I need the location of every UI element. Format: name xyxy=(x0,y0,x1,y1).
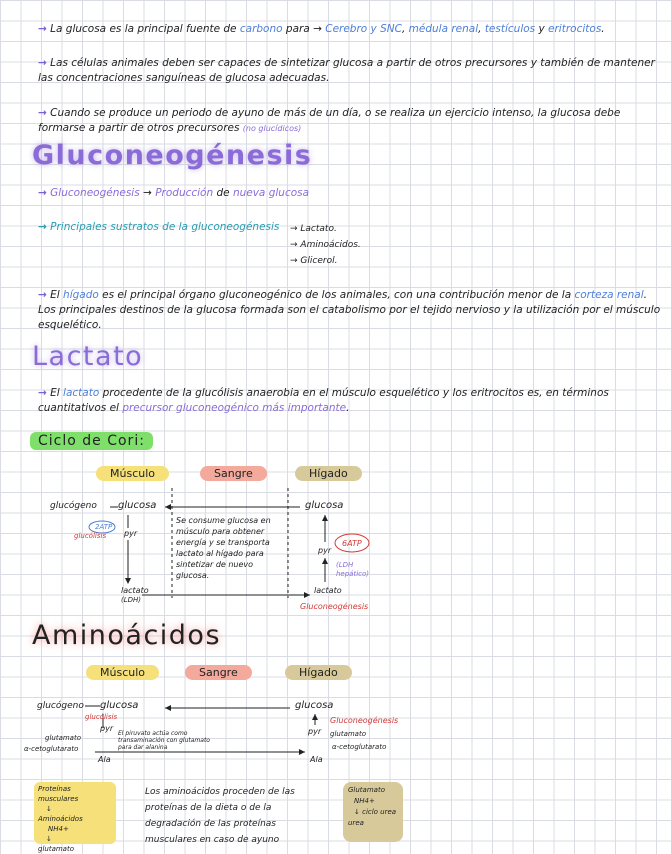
lactato-title: Lactato xyxy=(32,341,144,372)
aminoacidos-title: Aminoácidos xyxy=(32,620,222,651)
cori-gluconeogenesis: Gluconeogénesis xyxy=(300,602,369,611)
substrate-2: → Aminoácidos. xyxy=(290,240,361,250)
aa-akg-left: α-cetoglutarato xyxy=(24,745,79,753)
aa-ala-right: Ala xyxy=(310,755,323,764)
arrow-icon: → xyxy=(38,23,47,35)
aa-description: Los aminoácidos proceden de las proteínas de la dieta o de la degradación de las proteínas musculares en caso de ayuno xyxy=(145,787,295,845)
liver-note: → El hígado es el principal órgano gluconeogénico de los animales, con una contribución menor de la corteza renal. Los principales destinos de la glucosa formada son el catabolismo por el tejido nervioso y la utilización por el músculo esquelético. xyxy=(38,289,661,331)
aa-glutamato-right: glutamato xyxy=(330,730,366,738)
aa-gluconeogenesis: Gluconeogénesis xyxy=(330,716,399,725)
aa-pyr-right: pyr xyxy=(308,727,322,736)
cori-ldh-right: (LDH hepático) xyxy=(336,561,370,578)
cori-glucogeno: glucógeno xyxy=(50,501,97,511)
aa-glucosa-right: glucosa xyxy=(295,700,334,711)
arrow-icon: → xyxy=(38,187,47,199)
aa-glucogeno: glucógeno xyxy=(37,701,84,711)
gluconeogenesis-title: Gluconeogénesis xyxy=(32,140,313,171)
cori-ldh-left: (LDH) xyxy=(121,596,142,604)
arrow-icon: → xyxy=(38,57,47,69)
aa-glutamato-left: glutamato xyxy=(45,734,81,742)
proteins-box: Proteínas musculares ↓ Aminoácidos NH4+ ↓ glutamato xyxy=(34,782,116,844)
aa-akg-right: α-cetoglutarato xyxy=(332,743,387,751)
cori-explanation-box: Se consume glucosa en músculo para obtener energía y se transporta lactato al hígado para sintetizar de nuevo glucosa. xyxy=(176,516,271,580)
aa-ala-left: Ala xyxy=(98,755,111,764)
substrates-label: → Principales sustratos de la gluconeogénesis xyxy=(38,221,280,233)
lactato-note: → El lactato procedente de la glucólisis anaerobia en el músculo esquelético y los eritrocitos es, en términos cuantitativos el precursor gluconeogénico más importante. xyxy=(38,387,609,414)
note-2: → Las células animales deben ser capaces de sintetizar glucosa a partir de otros precursores y también de mantener las concentraciones sanguíneas de glucosa adecuadas. xyxy=(38,57,655,84)
arrow-icon: → xyxy=(38,289,47,301)
aa-higado-label: Hígado xyxy=(285,665,352,680)
glutamato-box: Glutamato NH4+ ↓ ciclo urea urea xyxy=(343,782,403,842)
cori-glucosa-left: glucosa xyxy=(118,500,157,511)
substrate-3: → Glicerol. xyxy=(290,256,338,266)
arrow-icon: → xyxy=(38,107,47,119)
aa-glucosa-left: glucosa xyxy=(100,700,139,711)
aa-glucolisis: glucólisis xyxy=(85,713,118,721)
gluconeogenesis-definition: → Gluconeogénesis → Producción de nueva glucosa xyxy=(38,187,310,199)
substrate-1: → Lactato. xyxy=(290,224,337,234)
cori-atp-left: 2ATP xyxy=(95,523,113,531)
musculo-label: Músculo xyxy=(96,466,169,481)
higado-label: Hígado xyxy=(295,466,362,481)
cori-glucosa-right: glucosa xyxy=(305,500,344,511)
arrow-icon: → xyxy=(38,387,47,399)
cori-glucolisis: glucólisis xyxy=(74,532,107,540)
cori-pyr-right: pyr xyxy=(318,546,332,555)
note-3: → Cuando se produce un periodo de ayuno de más de un día, o se realiza un ejercicio intenso, la glucosa debe formarse a partir de otros precursores (no glucídicos) xyxy=(38,107,621,134)
sangre-label: Sangre xyxy=(200,466,267,481)
aa-sangre-label: Sangre xyxy=(185,665,252,680)
cori-lactato-left: lactato xyxy=(121,586,149,595)
arrow-icon: → xyxy=(38,221,47,233)
cori-cycle-heading: Ciclo de Cori: xyxy=(30,432,153,450)
aa-transamination-note: El piruvato actúa como transaminación con glutamato para dar alanina xyxy=(118,730,210,751)
cori-atp-right: 6ATP xyxy=(342,539,362,548)
aa-pyr-left: pyr xyxy=(100,724,114,733)
note-1: → La glucosa es la principal fuente de carbono para → Cerebro y SNC, médula renal, testículos y eritrocitos. xyxy=(38,23,605,35)
cori-pyr-left: pyr xyxy=(124,529,138,538)
aa-musculo-label: Músculo xyxy=(86,665,159,680)
cori-lactato-right: lactato xyxy=(314,586,342,595)
